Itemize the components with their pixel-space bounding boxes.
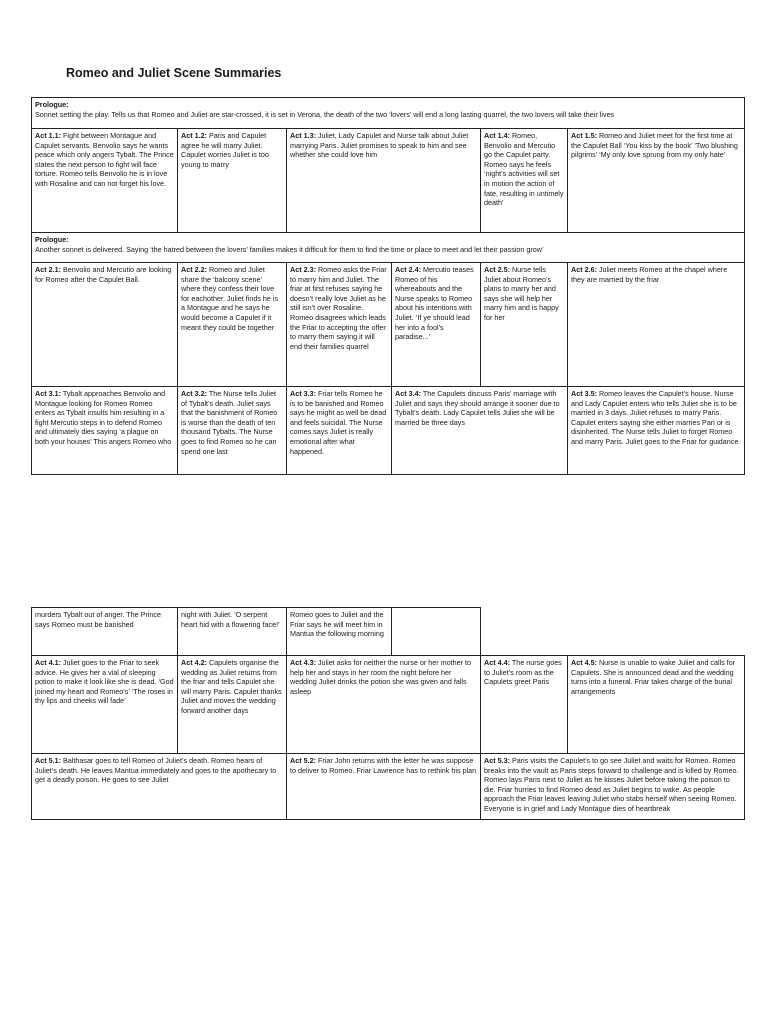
scene-label: Act 4.2: — [181, 658, 207, 667]
scene-summary: Balthasar goes to tell Romeo of Juliet’s death. Romeo hears of Juliet’s death. He leaves Mantua immediately and goes to the apothecary to get a deadly poison. He goes to see Juliet — [35, 756, 277, 785]
act-4-row — [32, 656, 745, 754]
prologue-2-text: Another sonnet is delivered. Saying ‘the hatred between the lovers’ families makes it difficult for them to find the time or place to meet and let their passion grow’ — [35, 244, 544, 254]
scene-label: Act 3.4: — [395, 389, 421, 398]
act-3-1-cell — [32, 387, 178, 475]
scene-label: Act 5.3: — [484, 756, 510, 765]
scene-label: Act 1.2: — [181, 131, 207, 140]
scene-summary: Juliet goes to the Friar to seek advice. He gives her a vial of sleeping potion to make it look like she is dead. ‘God joined my heart and Romeo’s’ ‘The roses in thy lips and cheeks will fade’ — [35, 658, 174, 706]
prologue-1-text: Sonnet setting the play. Tells us that Romeo and Juliet are star-crossed, it is set in Verona, the death of the two ‘lovers’ will end a long lasting quarrel, the two lovers will take their lives — [35, 109, 615, 119]
scene-table-page-2 — [31, 607, 745, 820]
scene-summary: Mercutio teases Romeo of his whereabouts and the Nurse speaks to Romeo about his intentions with Juliet. ‘If ye should lead her into a fool’s paradise...’ — [395, 265, 474, 342]
scene-summary: Juliet meets Romeo at the chapel where they are married by the friar — [571, 265, 728, 284]
act-1-3-cell — [287, 129, 481, 233]
scene-label: Act 2.5: — [484, 265, 510, 274]
scene-summary: Romeo and Juliet meet for the first time at the Capulet Ball ‘You kiss by the book’ ‘Two blushing pilgrims’ ‘My only love sprung from my only hate’ — [571, 131, 738, 160]
scene-summary: Romeo leaves the Capulet’s house. Nurse and Lady Capulet enters who tells Juliet she is to be married in 3 days. Juliet refuses to marry Paris. Capulet enters saying she either marries Pari or is disinherited. The Nurse tells Juliet to forget Romeo and marry Paris. Juliet goes to the Friar for guidance — [571, 389, 739, 446]
scene-summary: Juliet asks for neither the nurse or her mother to help her and stays in her room the night before her wedding Juliet drinks the potion she was given and falls asleep — [290, 658, 471, 696]
act-1-row — [32, 129, 745, 233]
prologue-2-cell — [32, 233, 745, 263]
scene-summary: Paris and Capulet agree he will marry Juliet. Capulet worries Juliet is too young to marry — [181, 131, 269, 169]
prologue-2-row — [32, 233, 745, 263]
act-4-5-cell — [568, 656, 745, 754]
scene-summary: Paris visits the Capulet’s to go see Juliet and waits for Romeo. Romeo breaks into the vault as Paris steps forward to challenge and is killed by Romeo. Romeo lays Paris next to Juliet as he kisses Juliet before taking the poison to die. Friar hurries to find Romeo dead as Juliet begins to wake. As people approach the Friar leaves leaving Juliet who stabs herself when seeing Romeo. Everyone is in grief and Lady Montague dies of heartbreak — [484, 756, 739, 813]
prologue-1-cell — [32, 98, 745, 129]
scene-label: Act 3.5: — [571, 389, 597, 398]
act-2-2-cell — [178, 263, 287, 387]
act-2-5-cell — [481, 263, 568, 387]
empty-area — [481, 608, 745, 656]
scene-summary: Romeo and Juliet share the ‘balcony scene’ where they confess their love for eachother. Juliet finds he is a Montague and he says he would become a Capulet if it meant they could be together — [181, 265, 279, 332]
scene-summary: night with Juliet. ‘O serpent heart hid with a flowering face!’ — [181, 610, 280, 629]
scene-label: Act 1.5: — [571, 131, 597, 140]
scene-label: Act 2.4: — [395, 265, 421, 274]
act-4-4-cell — [481, 656, 568, 754]
act-2-row — [32, 263, 745, 387]
scene-summary: Nurse tells Juliet about Romeo’s plans to marry her and says she will help her marry him and is happy for her — [484, 265, 559, 322]
scene-summary: Benvolio and Mercutio are looking for Romeo after the Capulet Ball. — [35, 265, 172, 284]
scene-label: Act 3.1: — [35, 389, 61, 398]
act-3-2-cell — [178, 387, 287, 475]
scene-summary: Friar tells Romeo he is to be banished and Romeo says he might as well be dead and feels suicidal. The Nurse comes says Juliet is really emotional after what happened. — [290, 389, 387, 456]
scene-summary: Capulets organise the wedding as Juliet returns from the friar and tells Capulet she will marry Paris. Capulet thanks Juliet and moves the wedding forward another days — [181, 658, 282, 715]
act-3-3-continued-cell — [287, 608, 392, 656]
act-2-3-cell — [287, 263, 392, 387]
act-4-2-cell — [178, 656, 287, 754]
act-5-2-cell — [287, 754, 481, 820]
act-2-6-cell — [568, 263, 745, 387]
scene-label: Act 1.1: — [35, 131, 61, 140]
scene-summary: Tybalt approaches Benvolio and Montague looking for Romeo Romeo enters as Tybalt insults him resulting in a fight Mercutio steps in to defend Romeo and ultimately dies saying ‘a plague on both your houses’ This angers Romeo who — [35, 389, 172, 446]
scene-label: Act 4.4: — [484, 658, 510, 667]
act-1-4-cell — [481, 129, 568, 233]
scene-summary: Nurse is unable to wake Juliet and calls for Capulets. She is announced dead and the wedding turns into a funeral. Friar takes charge of the burial arrangements — [571, 658, 736, 696]
scene-summary: The Capulets discuss Paris’ marriage with Juliet and says they should arrange it sooner due to Tybalt’s death. Lady Capulet tells Juliet she will be married be three days — [395, 389, 560, 427]
page-title: Romeo and Juliet Scene Summaries — [66, 66, 282, 80]
scene-label: Act 3.2: — [181, 389, 207, 398]
act-5-1-cell — [32, 754, 287, 820]
act-3-4-cell — [392, 387, 568, 475]
scene-summary: Romeo asks the Friar to marry him and Juliet. The friar at first refuses saying he doesn’t really love Juliet as he still isn’t over Rosaline. Romeo disagrees which leads the Friar to accepting the offer to marry them saying it will end their families quarrel — [290, 265, 387, 351]
act-3-5-cell — [568, 387, 745, 475]
scene-summary: Romeo goes to Juliet and the Friar says he will meet him in Mantua the following morning — [290, 610, 384, 639]
scene-label: Act 2.6: — [571, 265, 597, 274]
scene-label: Act 3.3: — [290, 389, 316, 398]
prologue-2-label: Prologue: — [35, 235, 69, 244]
prologue-row — [32, 98, 745, 129]
act-5-3-cell — [481, 754, 745, 820]
scene-summary: The Nurse tells Juliet of Tybalt’s death. Juliet says that the banishment of Romeo is worse than the death of ten thousand Tybalts. The Nurse goes to find Romeo so he can spend one last — [181, 389, 278, 456]
scene-summary: Juliet, Lady Capulet and Nurse talk about Juliet marrying Paris. Juliet promises to speak to him and see whether she could love him — [290, 131, 469, 160]
scene-label: Act 4.3: — [290, 658, 316, 667]
act-3-1-continued-cell — [32, 608, 178, 656]
scene-table-page-1 — [31, 97, 745, 475]
act-1-5-cell — [568, 129, 745, 233]
act-2-1-cell — [32, 263, 178, 387]
act-1-1-cell — [32, 129, 178, 233]
scene-label: Act 2.2: — [181, 265, 207, 274]
prologue-1-label: Prologue: — [35, 100, 69, 109]
act-4-3-cell — [287, 656, 481, 754]
scene-label: Act 5.2: — [290, 756, 316, 765]
scene-label: Act 2.3: — [290, 265, 316, 274]
scene-label: Act 4.1: — [35, 658, 61, 667]
scene-summary: Romeo, Benvolio and Mercutio go the Capulet party. Romeo says he feels ‘night’s activities will set in motion the action of fate, resulting in untimely death’ — [484, 131, 564, 208]
act-5-row — [32, 754, 745, 820]
act-2-4-cell — [392, 263, 481, 387]
scene-label: Act 1.4: — [484, 131, 510, 140]
act-3-row — [32, 387, 745, 475]
scene-summary: Fight between Montague and Capulet servants. Benvolio says he wants peace which only angers Tybalt. The Prince states the next person to fight will face torture. Romeo tells Benvolio he is in love with Rosaline and can not forget his love. — [35, 131, 174, 188]
act-4-1-cell — [32, 656, 178, 754]
scene-summary: murders Tybalt out of anger. The Prince says Romeo must be banished — [35, 610, 161, 629]
scene-label: Act 2.1: — [35, 265, 61, 274]
scene-label: Act 1.3: — [290, 131, 316, 140]
scene-summary: The nurse goes to Juliet’s room as the Capulets greet Paris — [484, 658, 562, 687]
act-3-3-cell — [287, 387, 392, 475]
act-3-continued-row — [32, 608, 745, 656]
scene-label: Act 5.1: — [35, 756, 61, 765]
scene-label: Act 4.5: — [571, 658, 597, 667]
act-3-2-continued-cell — [178, 608, 287, 656]
act-3-4-continued-cell — [392, 608, 481, 656]
act-1-2-cell — [178, 129, 287, 233]
scene-summary: Friar John returns with the letter he was suppose to deliver to Romeo. Friar Lawrence has to rethink his plan — [290, 756, 477, 775]
